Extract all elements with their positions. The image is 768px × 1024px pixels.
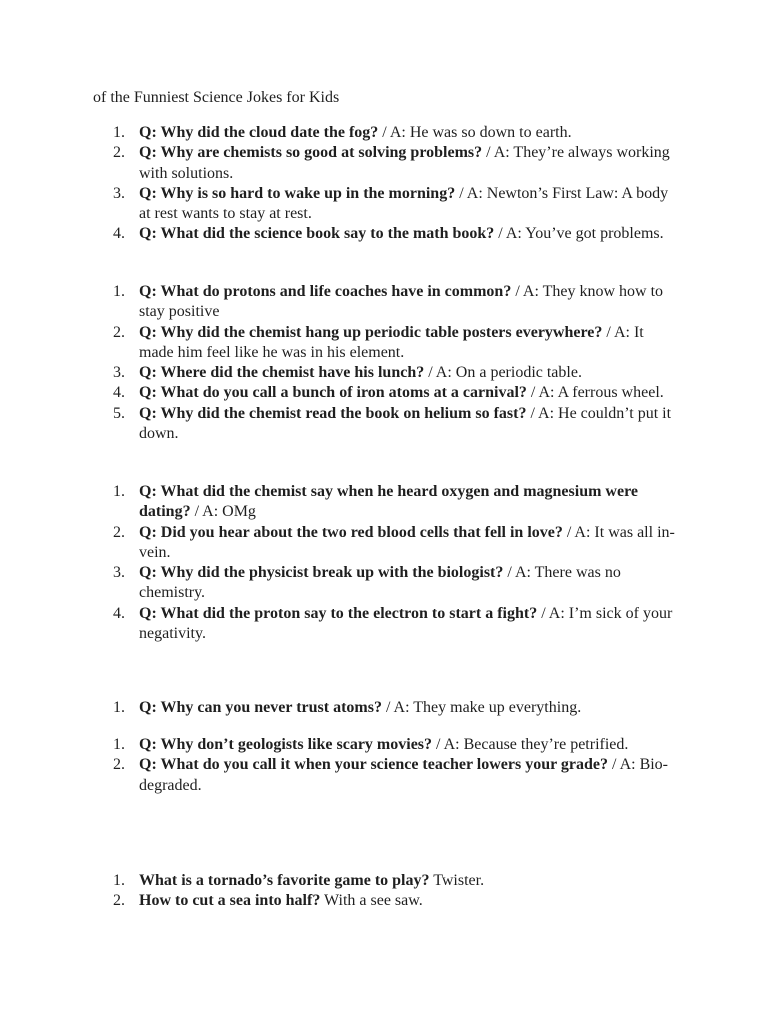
joke-question: Q: Why are chemists so good at solving problems?	[139, 144, 483, 162]
item-number: 1.	[113, 483, 125, 500]
joke-answer: / A: You’ve got problems.	[494, 225, 664, 243]
joke-question: Q: Where did the chemist have his lunch?	[139, 364, 425, 382]
item-number: 1.	[113, 736, 125, 753]
item-number: 5.	[113, 404, 125, 422]
item-number: 2.	[113, 144, 125, 162]
list-item	[0, 383, 768, 403]
joke-answer: / A: OMg	[190, 503, 256, 521]
joke-question: Q: What did the proton say to the electron to start a fight?	[139, 604, 538, 622]
joke-question: Q: Did you hear about the two red blood cells that fell in love?	[139, 523, 563, 541]
joke-answer: / A: On a periodic table.	[424, 364, 582, 382]
item-number: 2.	[113, 523, 125, 541]
list-item	[0, 123, 768, 143]
joke-answer: / A: I’m sick of your negativity.	[139, 604, 673, 643]
item-number: 3.	[113, 184, 125, 202]
list-item	[0, 224, 768, 244]
list-item	[0, 323, 768, 364]
item-number: 1.	[113, 699, 125, 716]
list-item	[0, 143, 768, 184]
item-number: 1.	[113, 872, 125, 889]
joke-list	[0, 871, 768, 912]
joke-answer: / A: It was all in-vein.	[139, 523, 675, 561]
joke-list	[0, 698, 768, 718]
list-item	[0, 282, 768, 323]
list-item	[0, 563, 768, 604]
item-number: 2.	[113, 756, 125, 774]
list-item	[0, 363, 768, 383]
item-number: 4.	[113, 384, 125, 402]
joke-answer: / A: A ferrous wheel.	[526, 384, 664, 402]
joke-answer: / A: They know how to stay positive	[139, 283, 664, 321]
list-item	[0, 735, 768, 755]
joke-list	[0, 123, 768, 245]
joke-answer: / A: There was no chemistry.	[139, 564, 621, 602]
item-number: 4.	[113, 225, 125, 243]
list-item	[0, 523, 768, 564]
joke-question: Q: Why did the chemist hang up periodic table posters everywhere?	[139, 323, 603, 341]
joke-question: Q: Why did the cloud date the fog?	[139, 124, 379, 141]
item-number: 3.	[113, 364, 125, 382]
list-item	[0, 698, 768, 718]
joke-list	[0, 482, 768, 644]
joke-question: Q: Why did the physicist break up with the biologist?	[139, 564, 504, 582]
list-item	[0, 604, 768, 645]
joke-answer: With a see saw.	[320, 892, 423, 910]
list-item	[0, 755, 768, 796]
joke-question: Q: What do you call it when your science teacher lowers your grade?	[139, 756, 608, 774]
list-item	[0, 891, 768, 911]
joke-question: Q: Why can you never trust atoms?	[139, 699, 382, 716]
list-item	[0, 184, 768, 225]
joke-answer: / A: They’re always working with solutions.	[139, 144, 670, 182]
joke-list	[0, 735, 768, 796]
joke-question: Q: Why did the chemist read the book on helium so fast?	[139, 404, 527, 422]
item-number: 3.	[113, 564, 125, 582]
joke-answer: / A: Newton’s First Law: A body at rest wants to stay at rest.	[139, 184, 669, 223]
joke-question: Q: Why don’t geologists like scary movies?	[139, 736, 433, 753]
joke-question: Q: Why is so hard to wake up in the morning?	[139, 184, 456, 202]
joke-question: Q: What do you call a bunch of iron atoms at a carnival?	[139, 384, 527, 402]
list-item	[0, 871, 768, 891]
item-number: 1.	[113, 283, 125, 300]
joke-question: What is a tornado’s favorite game to play?	[139, 872, 430, 889]
list-item	[0, 404, 768, 445]
joke-answer: / A: He couldn’t put it down.	[139, 404, 672, 443]
joke-question: Q: What did the chemist say when he heard oxygen and magnesium were dating?	[139, 483, 638, 521]
item-number: 2.	[113, 323, 125, 341]
joke-question: Q: What did the science book say to the math book?	[139, 225, 495, 243]
joke-answer: / A: Because they’re petrified.	[432, 736, 629, 753]
joke-answer: Twister.	[429, 872, 485, 889]
document-title: of the Funniest Science Jokes for Kids	[93, 89, 340, 106]
joke-question: How to cut a sea into half?	[139, 892, 321, 910]
joke-answer: / A: He was so down to earth.	[378, 124, 572, 141]
joke-answer: / A: They make up everything.	[381, 699, 582, 716]
joke-answer: / A: It made him feel like he was in his element.	[139, 323, 644, 361]
list-item	[0, 482, 768, 523]
joke-question: Q: What do protons and life coaches have in common?	[139, 283, 512, 300]
item-number: 1.	[113, 124, 125, 141]
joke-answer: / A: Bio-degraded.	[139, 756, 669, 794]
item-number: 2.	[113, 892, 125, 910]
joke-list	[0, 282, 768, 444]
item-number: 4.	[113, 604, 125, 622]
